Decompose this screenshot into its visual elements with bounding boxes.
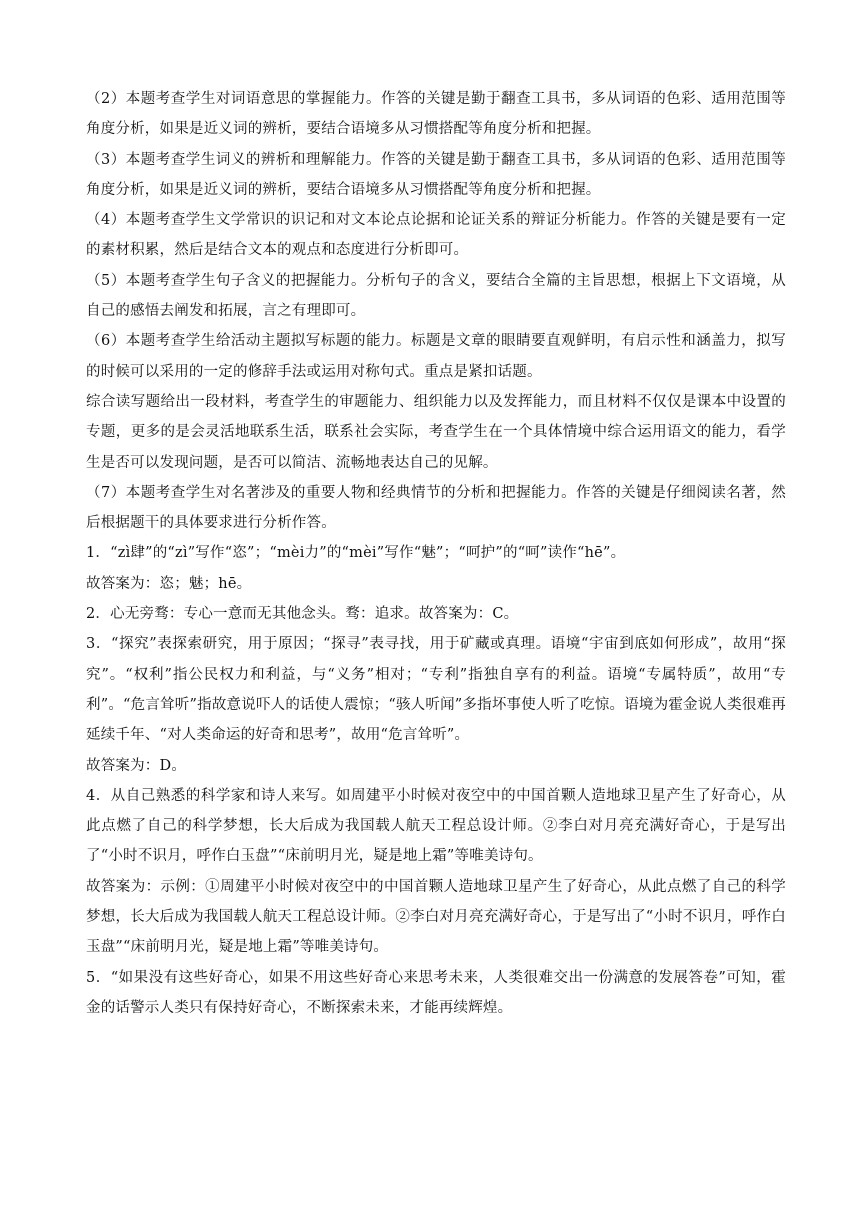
paragraph-q6-analysis: （6）本题考查学生给活动主题拟写标题的能力。标题是文章的眼睛要直观鲜明，有启示性和涵盖力，拟写的时候可以采用的一定的修辞手法或运用对称句式。重点是紧扣话题。 (86, 333, 786, 380)
paragraph-answer-3-result: 故答案为：D。 (86, 757, 187, 774)
paragraph-answer-4-result: 故答案为：示例：①周建平小时候对夜空中的中国首颗人造地球卫星产生了好奇心，从此点燃了自己的科学梦想，长大后成为我国载人航天工程总设计师。②李白对月亮充满好奇心，于是写出了“小时不识月，呼作白玉盘”“床前明月光，疑是地上霜”等唯美诗句。 (86, 878, 786, 956)
document-page (86, 84, 786, 1023)
paragraph-q5-analysis: （5）本题考查学生句子含义的把握能力。分析句子的含义，要结合全篇的主旨思想，根据上下文语境，从自己的感悟去阐发和拓展，言之有理即可。 (86, 272, 786, 320)
paragraph-answer-5: 5．“如果没有这些好奇心，如果不用这些好奇心来思考未来，人类很难交出一份满意的发展答卷”可知，霍金的话警示人类只有保持好奇心，不断探索未来，才能再续辉煌。 (86, 969, 786, 1016)
paragraph-q4-analysis: （4）本题考查学生文学常识的识记和对文本论点论据和论证关系的辩证分析能力。作答的关键是要有一定的素材积累，然后是结合文本的观点和态度进行分析即可。 (86, 212, 786, 259)
paragraph-q2-analysis: （2）本题考查学生对词语意思的掌握能力。作答的关键是勤于翻查工具书，多从词语的色彩、适用范围等角度分析，如果是近义词的辨析，要结合语境多从习惯搭配等角度分析和把握。 (86, 91, 786, 138)
paragraph-q3-analysis: （3）本题考查学生词义的辨析和理解能力。作答的关键是勤于翻查工具书，多从词语的色彩、适用范围等角度分析，如果是近义词的辨析，要结合语境多从习惯搭配等角度分析和把握。 (86, 151, 786, 198)
paragraph-answer-3: 3．“探究”表探索研究，用于原因；“探寻”表寻找，用于矿藏或真理。语境“宇宙到底如何形成”，故用“探究”。“权利”指公民权力和利益，与“义务”相对；“专利”指独自享有的利益。语境“专属特质”，故用“专利”。“危言耸听”指故意说吓人的话使人震惊；“骇人听闻”多指坏事使人听了吃惊。语境为霍金说人类很难再延续千年、“对人类命运的好奇和思考”，故用“危言耸听”。 (86, 636, 786, 744)
paragraph-comprehensive-note: 综合读写题给出一段材料，考查学生的审题能力、组织能力以及发挥能力，而且材料不仅仅是课本中设置的专题，更多的是会灵活地联系生活，联系社会实际，考查学生在一个具体情境中综合运用语文的能力，看学生是否可以发现问题，是否可以简洁、流畅地表达自己的见解。 (86, 393, 786, 471)
paragraph-answer-2: 2．心无旁骛：专心一意而无其他念头。骛：追求。故答案为：C。 (86, 606, 519, 623)
paragraph-answer-4: 4．从自己熟悉的科学家和诗人来写。如周建平小时候对夜空中的中国首颗人造地球卫星产生了好奇心，从此点燃了自己的科学梦想，长大后成为我国载人航天工程总设计师。②李白对月亮充满好奇心，于是写出了“小时不识月，呼作白玉盘”“床前明月光，疑是地上霜”等唯美诗句。 (86, 787, 786, 865)
paragraph-answer-1: 1．“zì肆”的“zì”写作“恣”；“mèi力”的“mèi”写作“魅”；“呵护”的“呵”读作“hē”。 (86, 545, 626, 562)
paragraph-answer-1-result: 故答案为：恣；魅；hē。 (86, 575, 252, 592)
paragraph-q7-analysis: （7）本题考查学生对名著涉及的重要人物和经典情节的分析和把握能力。作答的关键是仔细阅读名著，然后根据题干的具体要求进行分析作答。 (86, 484, 786, 532)
